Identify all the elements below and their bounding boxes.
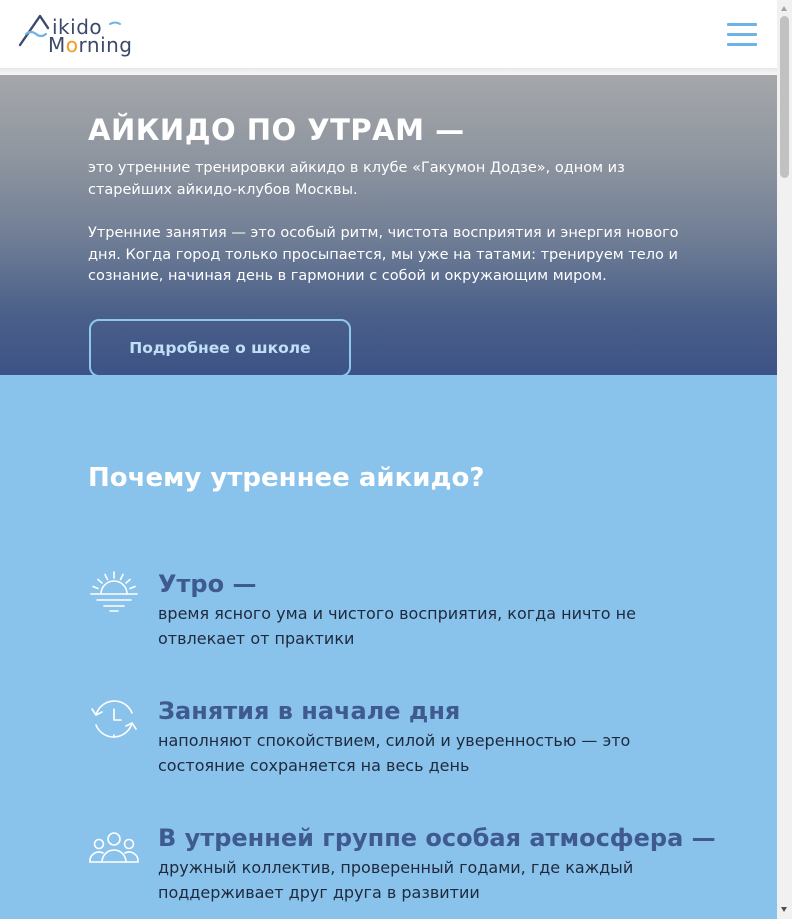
sunrise-icon bbox=[88, 570, 140, 614]
logo-letter-m: M bbox=[48, 33, 66, 57]
site-logo[interactable] bbox=[18, 12, 144, 58]
hamburger-menu-icon[interactable] bbox=[727, 23, 759, 47]
feature-text: дружный коллектив, проверенный годами, где каждый поддерживает друг друга в развитии bbox=[158, 858, 634, 902]
scroll-down-arrow-icon[interactable] bbox=[781, 907, 787, 912]
section-title: Почему утреннее айкидо? bbox=[88, 463, 485, 493]
hero-title: АЙКИДО ПО УТРАМ — bbox=[88, 113, 465, 147]
logo-text-line2 bbox=[48, 33, 133, 57]
site-header bbox=[0, 0, 777, 69]
about-school-button[interactable]: Подробнее о школе bbox=[89, 319, 351, 375]
vertical-scrollbar[interactable] bbox=[777, 0, 792, 919]
scrollbar-thumb[interactable] bbox=[780, 16, 789, 178]
menu-bar bbox=[727, 23, 757, 26]
logo-letters-rest: rning bbox=[78, 33, 133, 57]
header-divider bbox=[0, 68, 777, 75]
feature-text: время ясного ума и чистого восприятия, когда ничто не отвлекает от практики bbox=[158, 604, 636, 648]
hero-section bbox=[0, 75, 777, 375]
logo-text-line1: ikido bbox=[52, 15, 103, 39]
group-icon bbox=[88, 824, 140, 868]
scroll-up-arrow-icon[interactable] bbox=[781, 6, 787, 11]
feature-title: Утро — bbox=[158, 570, 257, 598]
menu-bar bbox=[727, 33, 757, 36]
logo-letter-o: o bbox=[65, 33, 79, 57]
hero-intro-text: это утренние тренировки айкидо в клубе «Гакумон Додзе», одном из старейших айкидо-клубов Москвы. bbox=[88, 160, 625, 198]
feature-text: наполняют спокойствием, силой и уверенностью — это состояние сохраняется на весь день bbox=[158, 731, 631, 775]
why-morning-aikido-section bbox=[0, 375, 777, 919]
feature-title: Занятия в начале дня bbox=[158, 697, 461, 725]
hero-description-text: Утренние занятия — это особый ритм, чистота восприятия и энергия нового дня. Когда город только просыпается, мы уже на татами: тренируем тело и сознание, начиная день в гармонии с собой и окружающим миром. bbox=[88, 225, 679, 285]
clock-cycle-icon bbox=[88, 697, 140, 741]
feature-title: В утренней группе особая атмосфера — bbox=[158, 824, 716, 852]
menu-bar bbox=[727, 43, 757, 46]
